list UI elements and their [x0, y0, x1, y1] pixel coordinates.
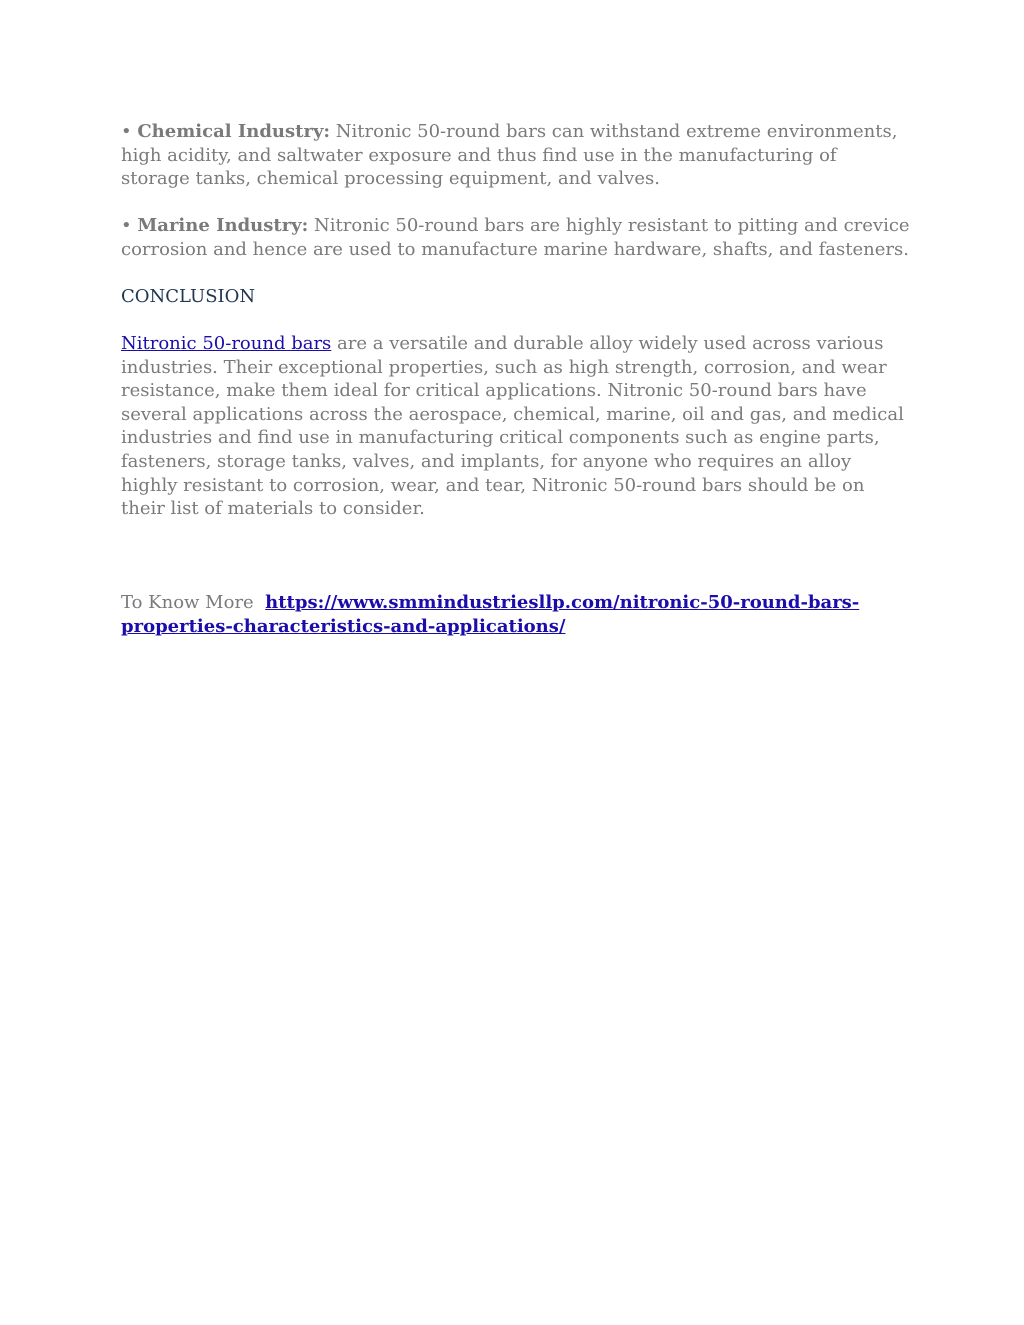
bullet-marine-industry: [121, 214, 911, 261]
bullet-text-marine: Nitronic 50-round bars are highly resistant to pitting and crevice corrosion and hence are used to manufacture marine hardware, shafts, and fasteners.: [121, 215, 910, 260]
bullet-term-marine: Marine Industry:: [137, 215, 309, 237]
bullet-marker: •: [121, 215, 132, 237]
bullet-chemical-industry: [121, 120, 911, 191]
bullet-term-chemical: Chemical Industry:: [137, 121, 331, 142]
document-page: [121, 120, 911, 662]
conclusion-paragraph: [121, 332, 911, 521]
know-more-url-link[interactable]: https://www.smmindustriesllp.com/nitronic-50-round-bars-properties-characteristics-and-applications/: [121, 592, 860, 637]
conclusion-heading: CONCLUSION: [121, 285, 256, 307]
bullet-marker: •: [121, 121, 132, 142]
spacer: [121, 544, 911, 591]
know-more-line: [121, 591, 911, 638]
conclusion-body: are a versatile and durable alloy widely used across various industries. Their exceptional properties, such as high strength, corrosion, and wear resistance, make them ideal for critical applications. Nitronic 50-round bars have several applications across the aerospace, chemical, marine, oil and gas, and medical industries and find use in manufacturing critical components such as engine parts, fasteners, storage tanks, valves, and implants, for anyone who requires an alloy highly resistant to corrosion, wear, and tear, Nitronic 50-round bars should be on their list of materials to consider.: [121, 333, 904, 520]
bullet-text-chemical: Nitronic 50-round bars can withstand extreme environments, high acidity, and saltwater exposure and thus find use in the manufacturing of storage tanks, chemical processing equipment, and valves.: [121, 121, 898, 190]
know-more-label: To Know More: [121, 592, 254, 614]
nitronic-round-bars-link[interactable]: Nitronic 50-round bars: [121, 333, 332, 355]
